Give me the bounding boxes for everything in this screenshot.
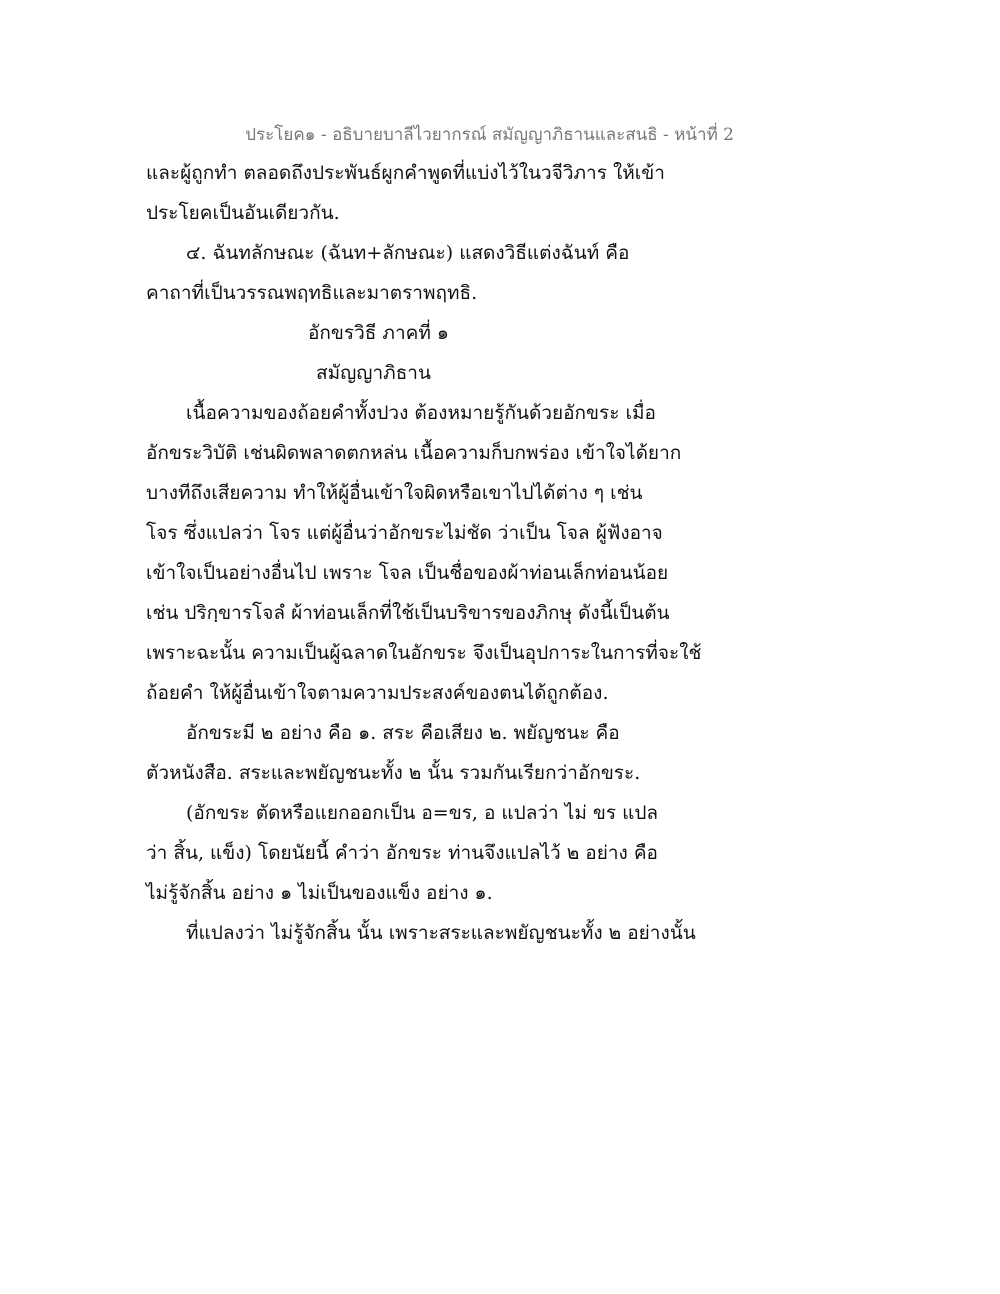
body-line: ตัวหนังสือ. สระและพยัญชนะทั้ง ๒ นั้น รวมกันเรียกว่าอักขระ. — [146, 762, 641, 784]
body-line: โจร ซึ่งแปลว่า โจร แต่ผู้อื่นว่าอักขระไม่ชัด ว่าเป็น โจล ผู้ฟังอาจ — [146, 522, 663, 544]
body-line: เช่น ปริกฺขารโจลํ ผ้าท่อนเล็กที่ใช้เป็นบริขารของภิกษุ ดังนี้เป็นต้น — [146, 602, 670, 624]
body-line: เนื้อความของถ้อยคำทั้งปวง ต้องหมายรู้กันด้วยอักขระ เมื่อ — [186, 402, 656, 424]
section-heading: อักขรวิธี ภาคที่ ๑ — [308, 322, 449, 344]
body-line: บางทีถึงเสียความ ทำให้ผู้อื่นเข้าใจผิดหรือเขาไปได้ต่าง ๆ เช่น — [146, 482, 643, 504]
body-line: ที่แปลงว่า ไม่รู้จักสิ้น นั้น เพราะสระและพยัญชนะทั้ง ๒ อย่างนั้น — [186, 922, 696, 944]
body-line: (อักขระ ตัดหรือแยกออกเป็น อ=ขร, อ แปลว่า ไม่ ขร แปล — [186, 802, 659, 824]
body-line: ประโยคเป็นอันเดียวกัน. — [146, 202, 340, 224]
body-line: ว่า สิ้น, แข็ง) โดยนัยนี้ คำว่า อักขระ ท่านจึงแปลไว้ ๒ อย่าง คือ — [146, 842, 658, 864]
body-line: อักขระวิบัติ เช่นผิดพลาดตกหล่น เนื้อความก็บกพร่อง เข้าใจได้ยาก — [146, 442, 682, 464]
body-line: ๔. ฉันทลักษณะ (ฉันท+ลักษณะ) แสดงวิธีแต่งฉันท์ คือ — [186, 242, 630, 264]
body-line: เข้าใจเป็นอย่างอื่นไป เพราะ โจล เป็นชื่อของผ้าท่อนเล็กท่อนน้อย — [146, 562, 669, 584]
body-line: ถ้อยคำ ให้ผู้อื่นเข้าใจตามความประสงค์ของตนได้ถูกต้อง. — [146, 682, 609, 704]
running-header: ประโยค๑ - อธิบายบาลีไวยากรณ์ สมัญญาภิธานและสนธิ - หน้าที่ 2 — [245, 125, 734, 145]
body-line: และผู้ถูกทำ ตลอดถึงประพันธ์ผูกคำพูดที่แบ่งไว้ในวจีวิภาร ให้เข้า — [146, 162, 665, 184]
body-line: เพราะฉะนั้น ความเป็นผู้ฉลาดในอักขระ จึงเป็นอุปการะในการที่จะใช้ — [146, 642, 702, 664]
body-line: อักขระมี ๒ อย่าง คือ ๑. สระ คือเสียง ๒. พยัญชนะ คือ — [186, 722, 620, 744]
body-line: ไม่รู้จักสิ้น อย่าง ๑ ไม่เป็นของแข็ง อย่าง ๑. — [146, 882, 493, 904]
body-line: คาถาที่เป็นวรรณพฤทธิและมาตราพฤทธิ. — [146, 282, 478, 304]
subsection-heading: สมัญญาภิธาน — [316, 362, 431, 384]
